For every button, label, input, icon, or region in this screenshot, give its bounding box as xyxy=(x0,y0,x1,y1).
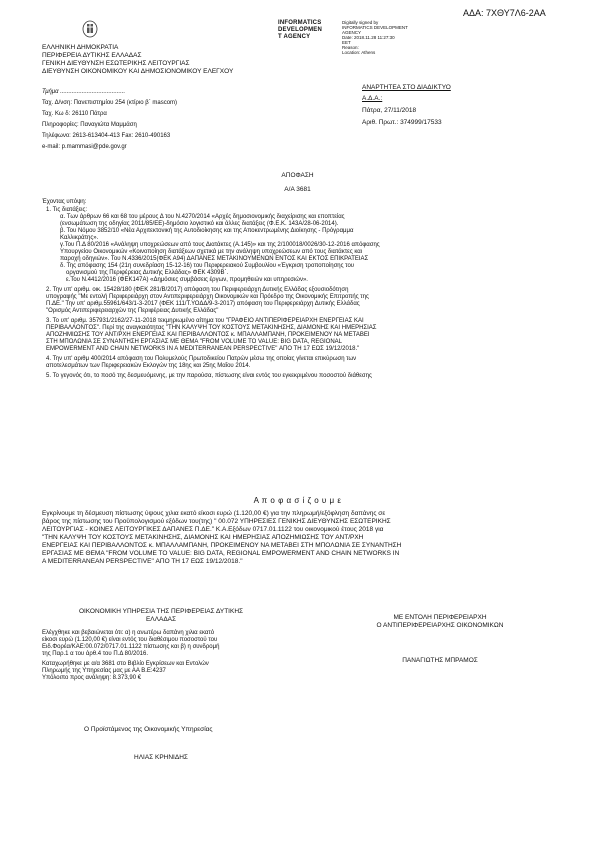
decision-number: Α/Α 3681 xyxy=(284,186,311,193)
consideration-line: ΠΕΡΙΒΑΛΛΟΝΤΟΣ". Περί της αναγκαιότητας "ΤΗΝ ΚΑΛΥΨΗ ΤΟΥ ΚΟΣΤΟΥΣ ΜΕΤΑΚΙΝΗΣΗΣ, ΔΙΑΜΟΝΗΣ ΚΑΙ ΗΜΕΡΗΣΙΑΣ xyxy=(46,325,377,331)
signatory-name: ΠΑΝΑΓΙΩΤΗΣ ΜΠΡΑΜΟΣ xyxy=(402,657,478,664)
verification-line: της Παρ.1 α του άρθ.4 του Π.Δ 80/2016. xyxy=(42,651,149,657)
verification-line: Ειδ.Φορέα/ΚΑΕ:00.072/0717.01.1122 πίστωσης και β) η συνδρομή xyxy=(42,644,220,650)
consideration-line: Υπουργείου Οικονομικών «Κοινοποίηση διατάξεων σχετικά με την ανάληψη υποχρεώσεων από τους διατάκτες και xyxy=(60,249,363,255)
verification-line: Ελέγχθηκε και βεβαιώνεται ότι: α) η ανωτέρω δαπάνη χιλια εκατό xyxy=(42,630,215,636)
decision-line: ΕΝΕΡΓΕΙΑΣ ΚΑΙ ΠΕΡΙΒΑΛΛΟΝΤΟΣ κ. ΜΠΑΛΛΑΜΠΑΝΗ, ΠΡΟΚΕΙΜΕΝΟΥ ΝΑ ΜΕΤΑΒΕΙ ΣΤΗ ΜΠΟΛΩΝΙΑ ΣΕ ΣΥΝΑΝΤΗΣΗ xyxy=(42,542,402,549)
consideration-item-1-label: 1. Τις διατάξεις: xyxy=(46,207,88,213)
signature-line: EET xyxy=(342,40,351,45)
consideration-line: γ.Του Π.Δ 80/2016 «Ανάληψη υποχρεώσεων από τους Διατάκτες (Α.145)» και της 2/100018/0026/30-12-2016 απόφασης xyxy=(60,242,380,248)
decide-title: Α π ο φ α σ ί ζ ο υ μ ε xyxy=(253,496,342,505)
decision-line: ΛΕΙΤΟΥΡΓΙΑΣ - ΚΟΙΝΕΣ ΛΕΙΤΟΥΡΓΙΚΕΣ ΔΑΠΑΝΕΣ Π.ΔΕ." Κ.Α.Εξόδων 0717.01.1122 του οικονομικού έτους 2018 για xyxy=(42,526,384,533)
issuer-header xyxy=(42,44,233,76)
signatory-line2: Ο ΑΝΤΙΠΕΡΙΦΕΡΕΙΑΡΧΗΣ ΟΙΚΟΝΟΜΙΚΩΝ xyxy=(376,622,504,629)
decision-line: βάρος της πίστωσης του Προϋπολογισμού εξόδων του(της) " 00.072 ΥΠΗΡΕΣΙΕΣ ΓΕΝΙΚΗΣ ΔΙΕΥΘΥΝΣΗΣ ΕΣΩΤΕΡΙΚΗΣ xyxy=(42,518,391,525)
consideration-line: οργανισμού της Περιφέρειας Δυτικής Ελλάδας» ΦΕΚ 4309Β΄. xyxy=(66,270,229,276)
consideration-line: ΑΠΟΖΗΜΙΩΣΗΣ ΤΟΥ ΑΝΤ/ΡΧΗ ΕΝΕΡΓΕΙΑΣ ΚΑΙ ΠΕΡΙΒΑΛΛΟΝΤΟΣ κ. ΜΠΑΛΛΑΜΠΑΝΗ, ΠΡΟΚΕΙΜΕΝΟΥ ΝΑ ΜΕΤΑΒΕΙ xyxy=(46,332,370,338)
ada-label: Α.Δ.Α.: xyxy=(362,95,383,102)
consideration-line: ε.Του Ν.4412/2016 (ΦΕΚ147Α) «Δημόσιες συμβάσεις έργων, προμηθειών και υπηρεσιών». xyxy=(66,277,308,283)
posting-info xyxy=(362,84,451,127)
finance-service-title xyxy=(42,608,280,624)
dept-info-person: Πληροφορίες: Παναγιώτα Μαμμάση xyxy=(42,122,137,128)
decision-line: Εγκρίνουμε τη δέσμευση πίστωσης ύψους χιλια εκατό είκοσι ευρώ (1.120,00 €) για την πληρωμή/εξόφληση δαπάνης σε xyxy=(42,510,386,517)
ada-code: ΑΔΑ: 7ΧΘΥ7Λ6-2ΑΑ xyxy=(463,8,546,18)
signatory-line1: ΜΕ ΕΝΤΟΛΗ ΠΕΡΙΦΕΡΕΙΑΡΧΗ xyxy=(393,614,487,621)
consideration-line: "Ορισμός Αντιπεριφερειαρχών της Περιφέρειας Δυτικής Ελλάδας" xyxy=(46,308,219,314)
header-line: ΓΕΝΙΚΗ ΔΙΕΥΘΥΝΣΗ ΕΣΩΤΕΡΙΚΗΣ ΛΕΙΤΟΥΡΓΙΑΣ xyxy=(42,60,190,67)
consideration-line: ΣΤΗ ΜΠΟΛΩΝΙΑ ΣΕ ΣΥΝΑΝΤΗΣΗ ΕΡΓΑΣΙΑΣ ΜΕ ΘΕΜΑ "FROM VOLUME TO VALUE: BIG DATA, REGIONAL xyxy=(46,339,343,345)
header-line: ΕΛΛΗΝΙΚΗ ΔΗΜΟΚΡΑΤΙΑ xyxy=(42,44,119,51)
finance-head-name: ΗΛΙΑΣ ΚΡΗΝΙΔΗΣ xyxy=(134,754,188,761)
greek-emblem-icon xyxy=(82,20,98,38)
header-line: ΔΙΕΥΘΥΝΣΗ ΟΙΚΟΝΟΜΙΚΟΥ ΚΑΙ ΔΗΜΟΣΙΟΝΟΜΙΚΟΥ ΕΛΕΓΧΟΥ xyxy=(42,68,234,75)
remaining-balance: Υπόλοιπο προς ανάληψη: 8.373,90 € xyxy=(42,675,142,681)
consideration-line: (ενσωμάτωση της οδηγίας 2011/85/ΕΕ)-δημόσιο λογιστικό και άλλες διατάξεις (Φ.Ε.Κ. 143Α/28-06-2014). xyxy=(60,221,339,227)
consideration-lines xyxy=(42,214,557,380)
signatory-block xyxy=(330,614,550,630)
signature-line: INFORMATICS DEVELOPMENT AGENCY xyxy=(342,25,408,35)
informatics-agency-logo-text: INFORMATICS DEVELOPMEN T AGENCY xyxy=(278,20,323,40)
decision-line: ΕΡΓΑΣΙΑΣ ΜΕ ΘΕΜΑ "FROM VOLUME TO VALUE: BIG DATA, REGIONAL EMPOWERMENT AND CHAIN NETWORKS IN xyxy=(42,550,400,557)
consideration-line: 3. Το υπ' αριθμ. 357931/2162/27-11-2018 τεκμηριωμένο αίτημα του "ΓΡΑΦΕΙΟ ΑΝΤΙΠΕΡΙΦΕΡΕΙΑΡΧΗ ΕΝΕΡΓΕΙΑΣ ΚΑΙ xyxy=(46,318,364,324)
consideration-line: 2. Την υπ' αριθμ. οικ. 15428/180 (ΦΕΚ 281/Β/2017) απόφαση του Περιφερειάρχη Δυτικής Ελλάδας εξουσιοδότηση xyxy=(46,287,349,293)
consideration-line: 4. Την υπ' αριθμ 400/2014 απόφαση του Πολυμελούς Πρωτοδικείου Πατρών μέσω της οποίας γίνεται επικύρωση των xyxy=(46,356,357,362)
decision-line: A MEDITERRANEAN PERSPECTIVE" ΑΠΟ ΤΗ 17 ΕΩΣ 19/12/2018." xyxy=(42,558,243,565)
dept-address: Ταχ. Δ/νση: Πανεπιστημίου 254 (κτίριο β΄ mascom) xyxy=(42,100,178,106)
finance-title-line1: ΟΙΚΟΝΟΜΙΚΗ ΥΠΗΡΕΣΙΑ ΤΗΣ ΠΕΡΙΦΕΡΕΙΑΣ ΔΥΤΙΚΗΣ xyxy=(78,608,244,615)
consideration-line: υπογραφής "Με εντολή Περιφερειάρχη στον Αντιπεριφερειάρχη Οικονομικών και Πρόεδρο της Οικονομικής Επιτροπής της xyxy=(46,294,369,300)
signature-line: Location: Athens xyxy=(342,50,376,55)
dept-email: e-mail: p.mammasi@pde.gov.gr xyxy=(42,144,127,150)
finance-verification xyxy=(42,630,292,682)
consideration-line: EMPOWERMENT AND CHAIN NETWORKS IN A MEDITERRANEAN PERSPECTIVE" ΑΠΟ ΤΗ 17 ΕΩΣ 19/12/2018." xyxy=(46,346,360,352)
registration-line: Καταχωρήθηκε με α/α 3681 στο Βιβλίο Εγκρίσεων και Εντολών xyxy=(42,661,209,667)
consideration-line: 5. Το γεγονός ότι, το ποσό της δεσμευόμενης, με την παρούσα, πίστωσης είναι εντός του εγκεκριμένου ποσοστού διάθεσης xyxy=(46,373,372,379)
dept-postal: Ταχ. Κω δ: 26110 Πάτρα xyxy=(42,111,107,117)
consideration-line: αποτελεσμάτων των Περιφερειακών Εκλογών της 18ης και 25ης Μαΐου 2014. xyxy=(46,363,251,369)
dept-tmima: Τμήμα ....................................... xyxy=(42,89,126,95)
signature-line: Digitally signed by xyxy=(342,20,379,25)
decision-text xyxy=(42,510,557,566)
registration-line: Πληρωμής της Υπηρεσίας μας με ΑΑ Β.Ε:4237 xyxy=(42,668,166,674)
department-info xyxy=(42,89,177,151)
signature-line: Reason: xyxy=(342,45,359,50)
verification-line: είκοσι ευρώ (1.120,00 €) είναι εντός του διαθέσιμου ποσοστού του xyxy=(42,637,218,643)
consideration-line: β. Του Νόμου 3852/10 «Νέα Αρχιτεκτονική της Αυτοδιοίκησης και της Αποκεντρωμένης Διοίκησης - Πρόγραμμα xyxy=(60,228,354,234)
consideration-line: παροχή οδηγιών». Του Ν.4336/2015(ΦΕΚ Α94) ΔΑΠΑΝΕΣ ΜΕΤΑΚΙΝΟΥΜΕΝΩΝ ΕΝΤΟΣ ΚΑΙ ΕΚΤΟΣ ΕΠΙΚΡΑΤΕΙΑΣ xyxy=(60,256,369,262)
finance-title-line2: ΕΛΛΑΔΑΣ xyxy=(145,616,177,623)
consideration-line: δ. Της απόφασης 154 (21η συνεδρίαση 15-12-16) του Περιφερειακού Συμβουλίου «Έγκριση τροποποίησης του xyxy=(60,263,355,269)
consideration-line: Π.ΔΕ." Την υπ' αριθμ.55961/643/1-3-2017 (ΦΕΚ 111/Τ.ΥΟΔΔ/9-3-2017) απόφαση του Περιφερειάρχη Δυτικής Ελλάδας xyxy=(46,301,360,307)
considerations-intro: Έχοντας υπόψη: xyxy=(42,199,87,205)
posted-online-label: ΑΝΑΡΤΗΤΕΑ ΣΤΟ ΔΙΑΔΙΚΤΥΟ xyxy=(362,84,451,91)
document-date: Πάτρα, 27/11/2018 xyxy=(362,107,417,114)
protocol-number: Αριθ. Πρωτ.: 374999/17533 xyxy=(362,119,442,126)
header-line: ΠΕΡΙΦΕΡΕΙΑ ΔΥΤΙΚΗΣ ΕΛΛΑΔΑΣ xyxy=(42,52,142,59)
finance-head-title: Ο Προϊστάμενος της Οικονομικής Υπηρεσίας xyxy=(84,726,213,733)
consideration-line: Καλλικράτης». xyxy=(60,235,99,241)
signature-line: Date: 2018.11.28 11:27:30 xyxy=(342,35,395,40)
decision-title: ΑΠΟΦΑΣΗ xyxy=(281,172,314,179)
considerations-section xyxy=(42,199,557,380)
digital-signature-block xyxy=(342,20,412,55)
decision-line: "ΤΗΝ ΚΑΛΥΨΗ ΤΟΥ ΚΟΣΤΟΥΣ ΜΕΤΑΚΙΝΗΣΗΣ, ΔΙΑΜΟΝΗΣ ΚΑΙ ΗΜΕΡΗΣΙΑΣ ΑΠΟΖΗΜΙΩΣΗΣ ΤΟΥ ΑΝΤ/ΡΧΗ xyxy=(42,534,364,541)
dept-phone: Τηλέφωνο: 2613-613404-413 Fax: 2610-490163 xyxy=(42,133,171,139)
consideration-line: α. Των άρθρων 66 και 68 του μέρους Δ του Ν.4270/2014 «Αρχές δημοσιονομικής διαχείρισης και εποπτείας xyxy=(60,214,345,220)
